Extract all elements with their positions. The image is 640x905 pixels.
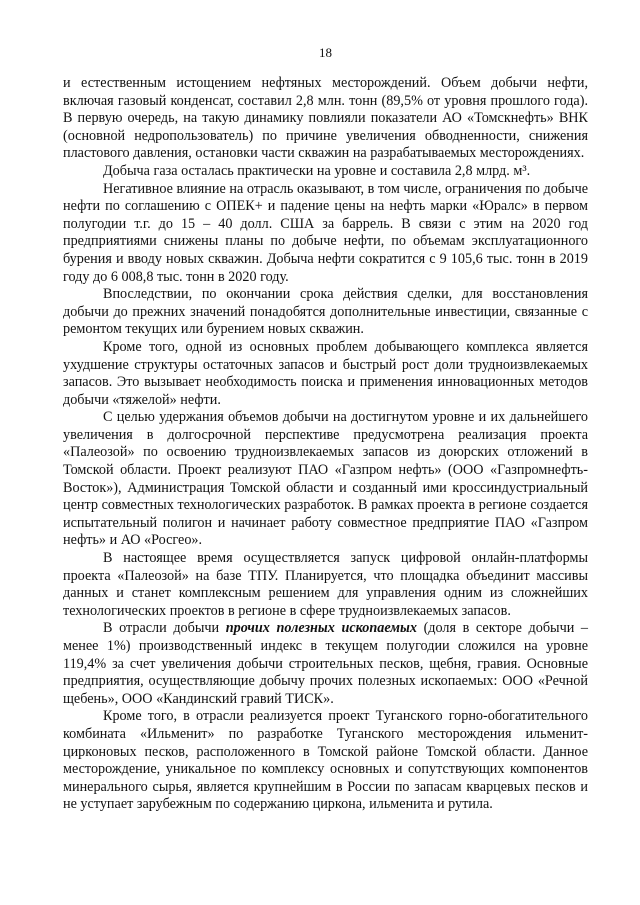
- paragraph: Кроме того, в отрасли реализуется проект Туганского горно-обогатительного комбината «Ильменит» по разработке Туганского месторождения ильменит-цирконовых песков, расположенного в Томской районе Томской области. Данное месторождение, уникальное по комплексу основных и сопутствующих компонентов минерального сырья, является крупнейшим в России по запасам кварцевых песков и не уступает зарубежным по содержанию циркона, ильменита и рутила.: [63, 708, 588, 813]
- page-number: 18: [319, 45, 332, 60]
- paragraph: С целью удержания объемов добычи на достигнутом уровне и их дальнейшего увеличения в долгосрочной перспективе предусмотрена реализация проекта «Палеозой» по освоению трудноизвлекаемых запасов из доюрских отложений в Томской области. Проект реализуют ПАО «Газпром нефть» (ООО «Газпромнефть-Восток»), Администрация Томской области и созданный ими кроссиндустриальный центр совместных технологических разработок. В рамках проекта в регионе создается испытательный полигон и начинает работу совместное предприятие ПАО «Газпром нефть» и АО «Росгео».: [63, 409, 588, 549]
- paragraph: Впоследствии, по окончании срока действия сделки, для восстановления добычи до прежних значений понадобятся дополнительные инвестиции, связанные с ремонтом текущих или бурением новых скважин.: [63, 286, 588, 338]
- paragraph: [63, 620, 588, 708]
- paragraph-text: В отрасли добычи: [103, 620, 226, 637]
- paragraph: Кроме того, одной из основных проблем добывающего комплекса является ухудшение структуры остаточных запасов и быстрый рост доли трудноизвлекаемых запасов. Это вызывает необходимость поиска и применения инновационных методов добычи «тяжелой» нефти.: [63, 338, 588, 408]
- document-body: [63, 75, 588, 814]
- paragraph: Добыча газа осталась практически на уровне и составила 2,8 млрд. м³.: [103, 162, 531, 179]
- paragraph: и естественным истощением нефтяных месторождений. Объем добычи нефти, включая газовый конденсат, составил 2,8 млн. тонн (89,5% от уровня прошлого года). В первую очередь, на такую динамику повлияли показатели АО «Томскнефть» ВНК (основной недропользователь) по причине увеличения обводненности, снижения пластового давления, остановки части скважин на разрабатываемых месторождениях.: [63, 75, 588, 162]
- paragraph: В настоящее время осуществляется запуск цифровой онлайн-платформы проекта «Палеозой» на базе ТПУ. Планируется, что площадка объединит массивы данных и станет комплексным решением для управления одним из сложнейших технологических проектов в регионе в сфере трудноизвлекаемых запасов.: [63, 550, 588, 619]
- emphasized-term: прочих полезных ископаемых: [225, 620, 417, 637]
- paragraph: Негативное влияние на отрасль оказывают, в том числе, ограничения по добыче нефти по соглашению с ОПЕК+ и падение цены на нефть марки «Юралс» в первом полугодии т.г. до 15 – 40 долл. США за баррель. В связи с этим на 2020 год предприятиями снижены планы по добыче нефти, по объемам эксплуатационного бурения и вводу новых скважин. Добыча нефти сократится с 9 105,6 тыс. тонн в 2019 году до 6 008,8 тыс. тонн в 2020 году.: [63, 180, 588, 285]
- paragraph-text: (доля в секторе добычи – менее 1%) производственный индекс в текущем полугодии сложился на уровне 119,4% за счет увеличения добычи строительных песков, щебня, гравия. Основные предприятия, осуществляющие добычу прочих полезных ископаемых: ООО «Речной щебень», ООО «Кандинский гравий ТИСК».: [63, 620, 589, 707]
